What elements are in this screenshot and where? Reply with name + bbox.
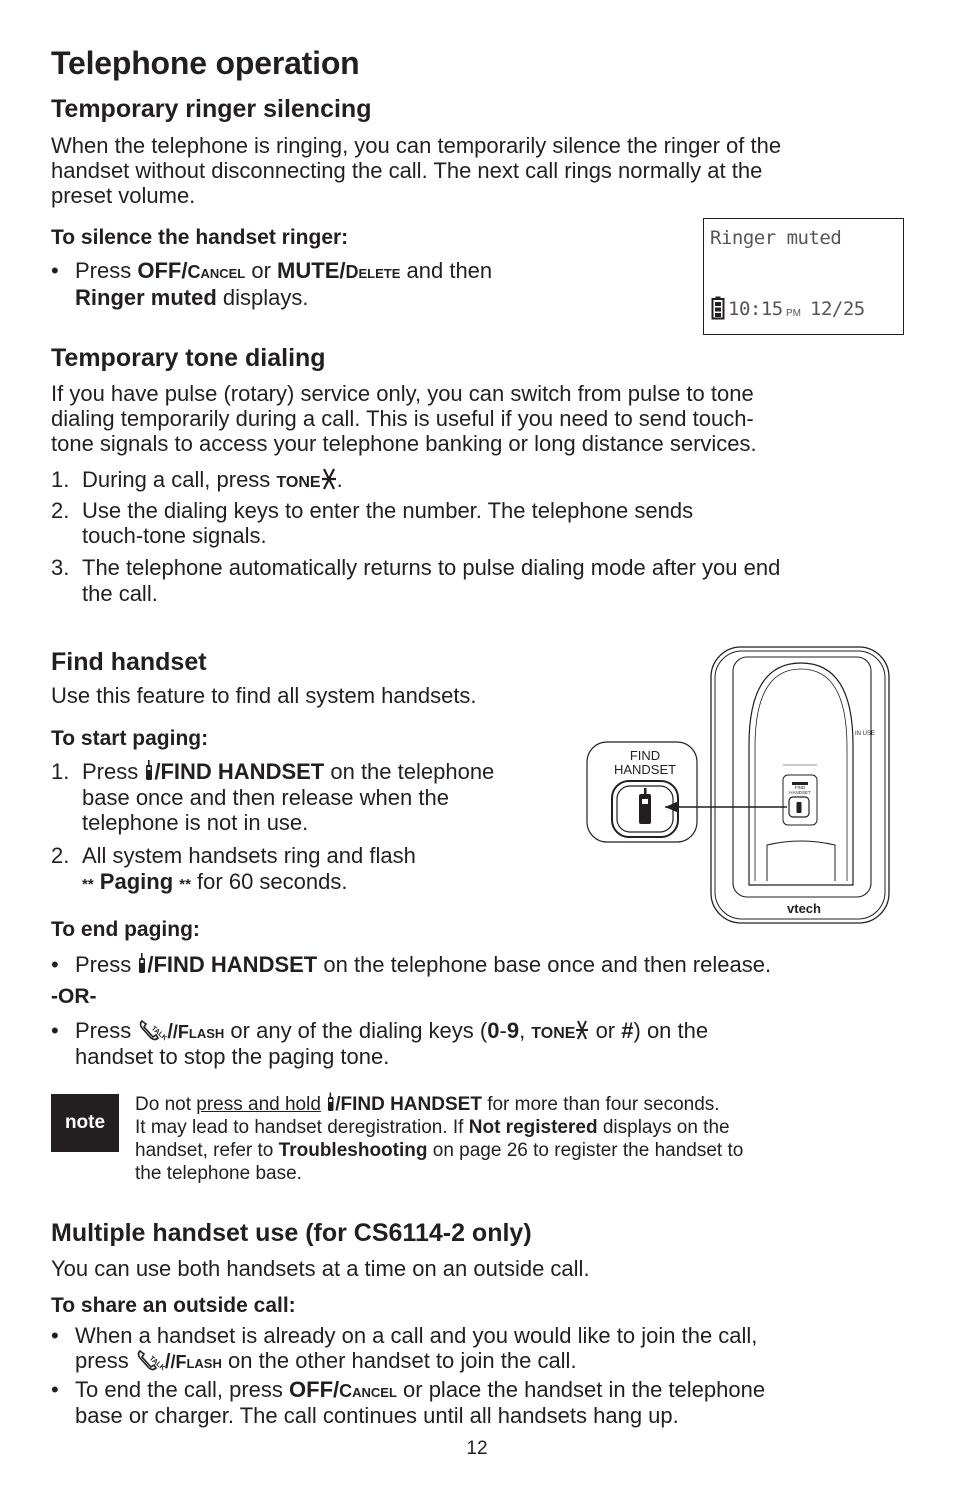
svg-text:HANDSET: HANDSET xyxy=(789,790,811,795)
lcd-date: 12/25 xyxy=(810,298,865,320)
note-badge: note xyxy=(51,1094,119,1152)
tone-icon xyxy=(321,468,337,490)
manual-page: Telephone operation Temporary ringer silencing When the telephone is ringing, you can temporarily silence the ringer of the handset without disconnecting the call. The next call rings normally at the preset volume. To silence the handset ringer: • Press OFF/Cancel or MUTE/Delete and then Ringer muted displays. Ringer muted 10:15 PM 12/25 Temporary tone dialing If you have pulse (rotary) service only, you can switch from pulse to tone dialing temporarily during a call. This is useful if you need to send touch- tone signals to access your telephone banking or long distance services. 1. During a call, press TONE . 2. Use the dialing keys to enter the number. The telephone sends touch-tone signals. 3. The telephone automatically returns to pulse dialing mode after you end the call. Find handset Use this feature to find all system handsets. To start paging: 1. Press /FIND HANDSET on the telephone base once and then release when the telephone is not in use. 2. All system handsets ring and flash ** Paging ** for 60 seconds. IN USE FIND HANDSET vtech FIND HANDSET To end paging: • Press /FIND HANDSET on the telephone base once and then release. -OR- • Press TALK //Flash or any of the dialing keys (0-9, TONE or #) on the handset to stop the paging tone. note Do not press and hold /FIND HANDSET for more than four seconds. It may lead to handset deregistration. If Not registered displays on the handset, refer to Troubleshooting on page 26 to register the handset to the telephone base. Multiple handset use (for CS6114-2 only) You can use both handsets at a time on an outside call. To share an outside call: • When a handset is already on a call and you would like to join the call, press TALK //Flash on the other handset to join the call. • To end the call, press OFF/Cancel or place the handset in the telephone base or charger. The call continues until all handsets hang up. 12 xyxy=(0,0,954,1498)
note-text: Do not press and hold /FIND HANDSET for more than four seconds. It may lead to handset deregistration. If Not registered displays on the handset, refer to Troubleshooting on page 26 to register the handset to the telephone base. xyxy=(135,1094,744,1184)
or-divider: -OR- xyxy=(51,985,97,1008)
svg-text:FIND: FIND xyxy=(794,785,806,790)
in-use-label: IN USE xyxy=(855,731,876,737)
section-heading-tone-dialing: Temporary tone dialing xyxy=(51,344,326,372)
lcd-pm: PM xyxy=(786,308,801,319)
lcd-message: Ringer muted xyxy=(710,227,842,249)
sub-heading-silence-ringer: To silence the handset ringer: xyxy=(51,226,349,249)
battery-icon xyxy=(711,296,725,320)
ringer-intro: When the telephone is ringing, you can temporarily silence the ringer of the handset without disconnecting the call. The next call rings normally at the preset volume. xyxy=(51,133,782,208)
section-heading-ringer-silencing: Temporary ringer silencing xyxy=(51,95,372,123)
find-button-label-2: HANDSET xyxy=(613,762,677,777)
lcd-screen xyxy=(703,218,904,335)
tone-intro: If you have pulse (rotary) service only, you can switch from pulse to tone dialing temporarily during a call. This is useful if you need to send touch- tone signals to access your telephone banking or long distance services. xyxy=(51,381,757,456)
telephone-base-illustration xyxy=(585,645,905,927)
find-button-label-1: FIND xyxy=(629,748,661,763)
svg-text:TALK: TALK xyxy=(147,1355,165,1372)
sub-heading-share-call: To share an outside call: xyxy=(51,1294,296,1317)
svg-text:TALK: TALK xyxy=(150,1025,168,1042)
handset-icon xyxy=(326,1092,335,1112)
handset-icon xyxy=(144,759,154,781)
page-number: 12 xyxy=(466,1438,488,1459)
talk-icon xyxy=(135,1348,165,1372)
brand-logo: vtech xyxy=(787,901,821,916)
section-heading-find-handset: Find handset xyxy=(51,648,207,676)
lcd-time: 10:15 xyxy=(728,298,783,320)
page-title: Telephone operation xyxy=(51,45,360,81)
handset-icon xyxy=(137,952,147,974)
multi-intro: You can use both handsets at a time on an outside call. xyxy=(51,1256,590,1281)
talk-icon xyxy=(137,1018,167,1042)
tone-icon xyxy=(575,1020,589,1040)
sub-heading-start-paging: To start paging: xyxy=(51,727,209,750)
sub-heading-end-paging: To end paging: xyxy=(51,918,200,941)
find-intro: Use this feature to find all system handsets. xyxy=(51,683,477,708)
section-heading-multiple-handset: Multiple handset use (for CS6114-2 only) xyxy=(51,1219,532,1247)
